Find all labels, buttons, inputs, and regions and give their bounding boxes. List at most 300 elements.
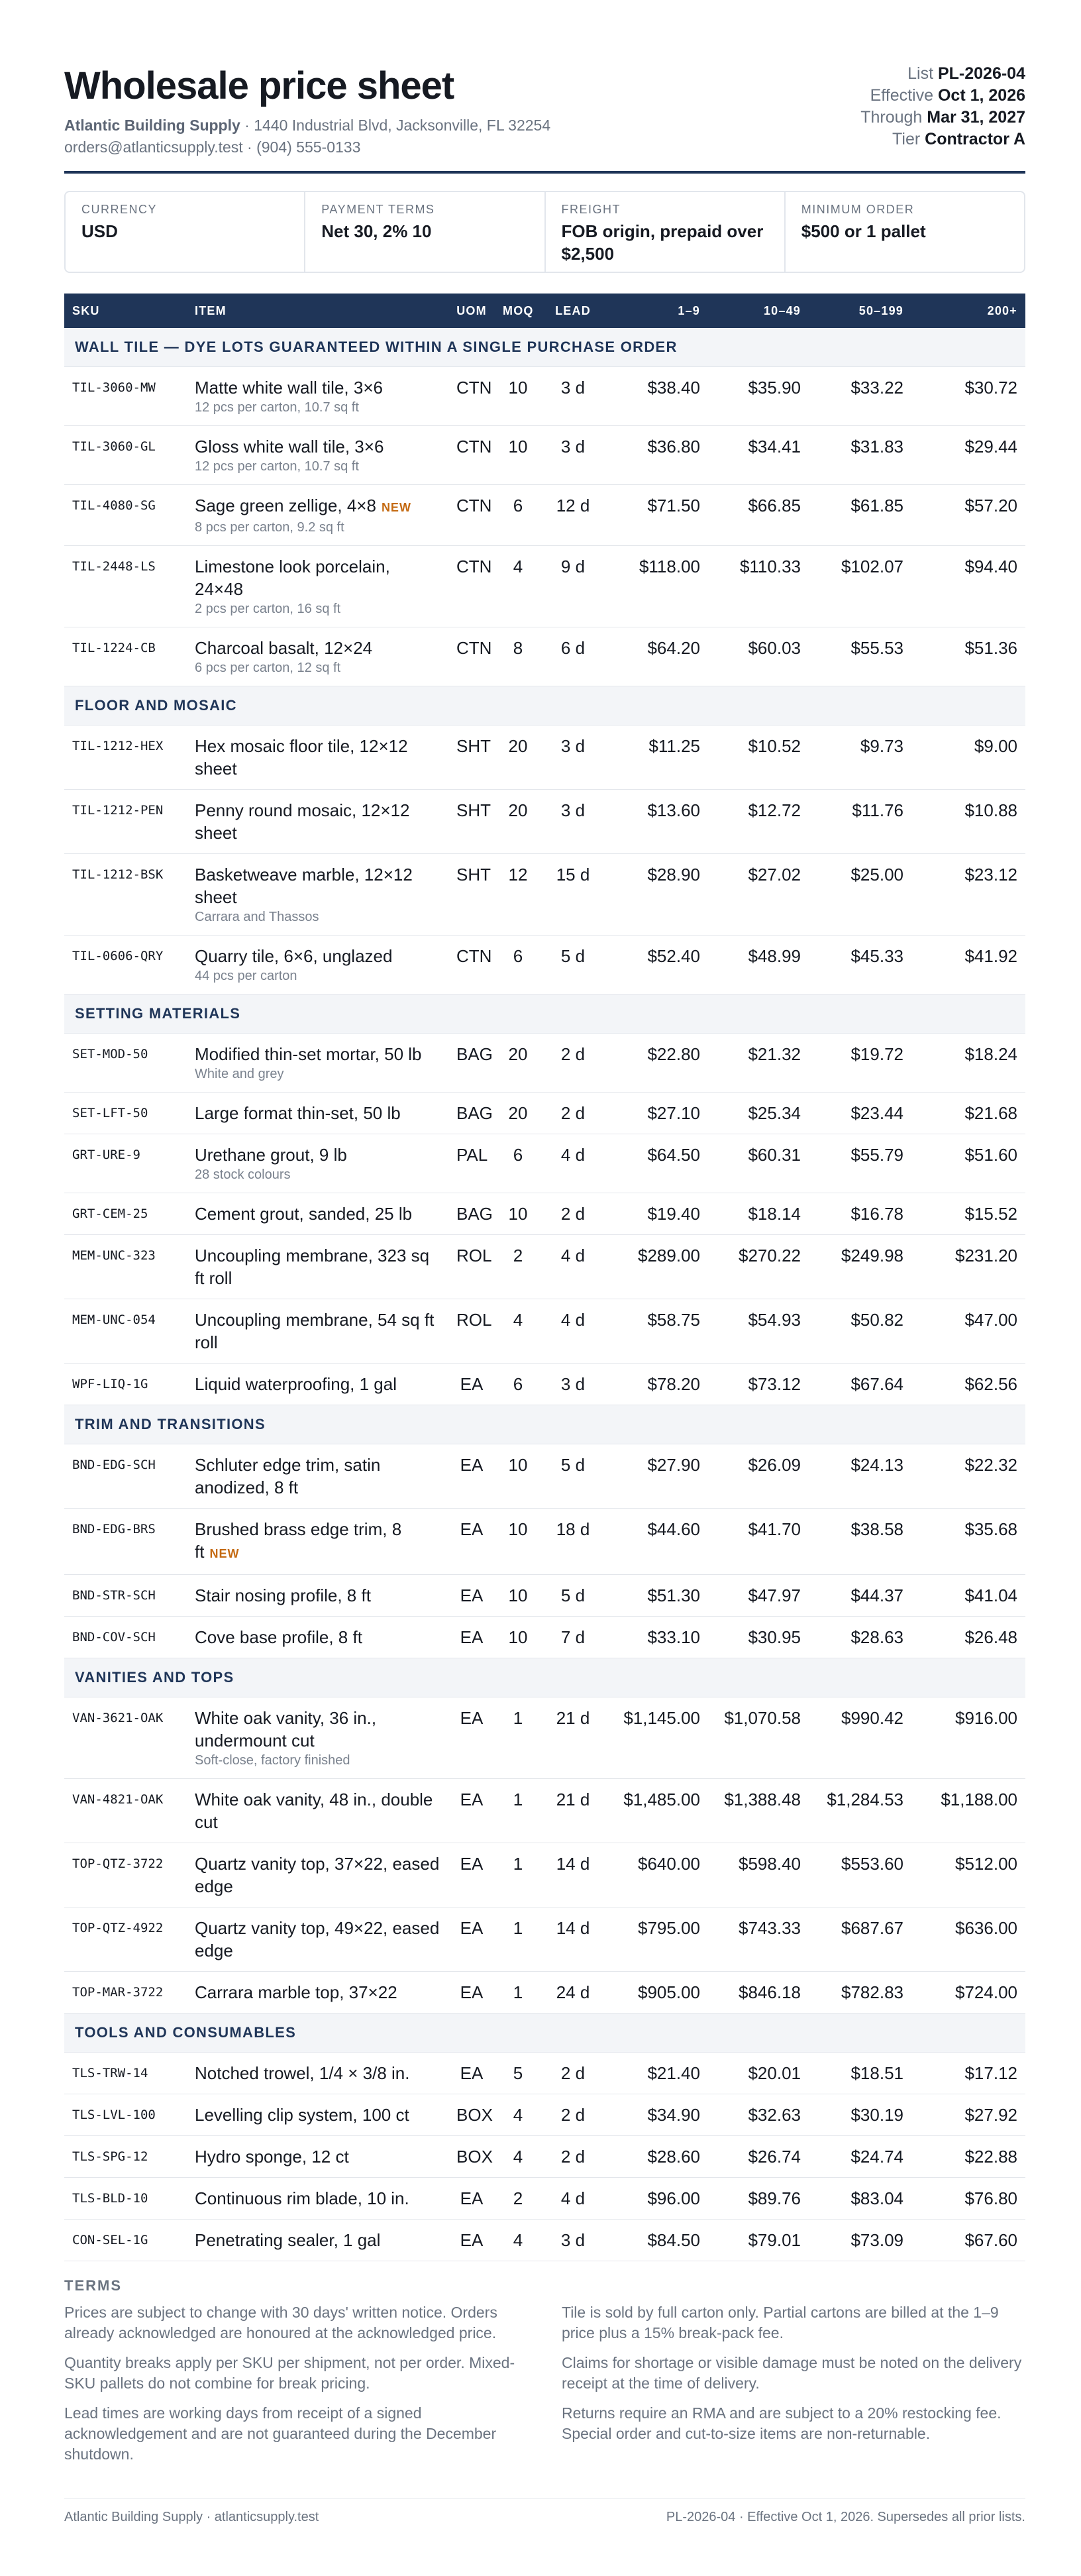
item-detail: 12 pcs per carton, 10.7 sq ft [195, 459, 359, 474]
col-moq: MOQ [495, 294, 541, 328]
moq-cell: 10 [495, 1509, 541, 1575]
table-row [64, 485, 1025, 546]
price-50-199-cell: $687.67 [809, 1907, 911, 1972]
price-50-199-cell: $83.04 [809, 2178, 911, 2220]
section-header-row [64, 994, 1025, 1034]
lead-cell: 14 d [541, 1907, 605, 1972]
price-200-plus-cell: $62.56 [911, 1364, 1025, 1405]
price-50-199-cell: $50.82 [809, 1299, 911, 1364]
price-10-49-cell: $598.40 [708, 1843, 809, 1907]
price-200-plus-cell: $18.24 [911, 1034, 1025, 1093]
sku-cell: VAN-4821-OAK [64, 1779, 187, 1843]
price-10-49-cell: $18.14 [708, 1193, 809, 1235]
moq-cell: 1 [495, 1697, 541, 1779]
item-cell [187, 1907, 448, 1972]
uom-cell: EA [448, 1907, 495, 1972]
table-row [64, 1034, 1025, 1093]
price-50-199-cell: $9.73 [809, 725, 911, 790]
moq-cell: 6 [495, 1134, 541, 1193]
table-row [64, 426, 1025, 485]
moq-cell: 2 [495, 2178, 541, 2220]
item-detail: Soft-close, factory finished [195, 1753, 350, 1768]
sku-cell: BND-STR-SCH [64, 1575, 187, 1617]
price-1-9-cell: $28.90 [605, 854, 708, 936]
item-name: Charcoal basalt, 12×24 [195, 638, 373, 658]
price-1-9-cell: $84.50 [605, 2220, 708, 2261]
price-10-49-cell: $73.12 [708, 1364, 809, 1405]
terms-left-column [64, 2302, 528, 2474]
price-1-9-cell: $19.40 [605, 1193, 708, 1235]
summary-currency: CURRENCY USD [66, 192, 305, 272]
item-cell [187, 1193, 448, 1235]
price-1-9-cell: $27.10 [605, 1093, 708, 1134]
col-price-1-9: 1–9 [605, 294, 708, 328]
table-row [64, 725, 1025, 790]
price-1-9-cell: $52.40 [605, 936, 708, 994]
lead-cell: 3 d [541, 1364, 605, 1405]
uom-cell: EA [448, 1444, 495, 1509]
lead-cell: 5 d [541, 1575, 605, 1617]
moq-cell: 6 [495, 1364, 541, 1405]
sku-cell: TIL-1212-PEN [64, 790, 187, 854]
item-name: Urethane grout, 9 lb [195, 1145, 347, 1165]
price-200-plus-cell: $15.52 [911, 1193, 1025, 1235]
price-1-9-cell: $1,145.00 [605, 1697, 708, 1779]
price-10-49-cell: $35.90 [708, 367, 809, 426]
price-10-49-cell: $66.85 [708, 485, 809, 546]
uom-cell: EA [448, 1364, 495, 1405]
moq-cell: 4 [495, 2220, 541, 2261]
item-name: Schluter edge trim, satin anodized, 8 ft [195, 1455, 381, 1497]
table-row [64, 2178, 1025, 2220]
lead-cell: 6 d [541, 627, 605, 686]
item-name: Uncoupling membrane, 323 sq ft roll [195, 1246, 430, 1288]
item-detail: 8 pcs per carton, 9.2 sq ft [195, 520, 344, 535]
item-cell [187, 854, 448, 936]
item-detail: 28 stock colours [195, 1167, 291, 1182]
lead-cell: 21 d [541, 1779, 605, 1843]
price-200-plus-cell: $67.60 [911, 2220, 1025, 2261]
section-header-row [64, 2013, 1025, 2053]
company-info [64, 115, 550, 159]
price-10-49-cell: $54.93 [708, 1299, 809, 1364]
item-name: Liquid waterproofing, 1 gal [195, 1374, 397, 1394]
summary-minimum-order: MINIMUM ORDER $500 or 1 pallet [801, 203, 926, 241]
lead-cell: 3 d [541, 725, 605, 790]
table-row [64, 1093, 1025, 1134]
table-row [64, 1697, 1025, 1779]
sku-cell: TLS-TRW-14 [64, 2053, 187, 2094]
price-10-49-cell: $270.22 [708, 1235, 809, 1299]
price-50-199-cell: $18.51 [809, 2053, 911, 2094]
moq-cell: 10 [495, 426, 541, 485]
price-10-49-cell: $21.32 [708, 1034, 809, 1093]
moq-cell: 4 [495, 1299, 541, 1364]
price-10-49-cell: $12.72 [708, 790, 809, 854]
item-cell [187, 426, 448, 485]
sku-cell: CON-SEL-1G [64, 2220, 187, 2261]
price-200-plus-cell: $636.00 [911, 1907, 1025, 1972]
item-cell [187, 1972, 448, 2013]
new-badge: NEW [381, 501, 411, 514]
price-1-9-cell: $36.80 [605, 426, 708, 485]
meta-tier: Tier Contractor A [892, 130, 1025, 148]
item-name: Carrara marble top, 37×22 [195, 1982, 397, 2002]
item-name: Modified thin-set mortar, 50 lb [195, 1044, 422, 1064]
item-name: Hydro sponge, 12 ct [195, 2147, 349, 2167]
price-50-199-cell: $28.63 [809, 1617, 911, 1658]
lead-cell: 7 d [541, 1617, 605, 1658]
price-10-49-cell: $89.76 [708, 2178, 809, 2220]
table-row [64, 1843, 1025, 1907]
item-cell [187, 936, 448, 994]
lead-cell: 4 d [541, 1134, 605, 1193]
meta-list: List PL-2026-04 [907, 64, 1025, 83]
uom-cell: EA [448, 2178, 495, 2220]
price-200-plus-cell: $26.48 [911, 1617, 1025, 1658]
price-1-9-cell: $118.00 [605, 546, 708, 627]
price-50-199-cell: $30.19 [809, 2094, 911, 2136]
uom-cell: BOX [448, 2094, 495, 2136]
price-50-199-cell: $67.64 [809, 1364, 911, 1405]
price-10-49-cell: $47.97 [708, 1575, 809, 1617]
uom-cell: BAG [448, 1034, 495, 1093]
table-row [64, 790, 1025, 854]
lead-cell: 2 d [541, 1093, 605, 1134]
terms-heading: TERMS [64, 2277, 122, 2294]
table-row [64, 1299, 1025, 1364]
item-cell [187, 485, 448, 546]
uom-cell: CTN [448, 936, 495, 994]
item-cell [187, 1617, 448, 1658]
moq-cell: 5 [495, 2053, 541, 2094]
uom-cell: CTN [448, 627, 495, 686]
col-price-10-49: 10–49 [708, 294, 809, 328]
sku-cell: TOP-QTZ-3722 [64, 1843, 187, 1907]
item-detail: 6 pcs per carton, 12 sq ft [195, 661, 341, 675]
moq-cell: 1 [495, 1779, 541, 1843]
sku-cell: BND-COV-SCH [64, 1617, 187, 1658]
price-1-9-cell: $64.50 [605, 1134, 708, 1193]
item-detail: 2 pcs per carton, 16 sq ft [195, 602, 341, 616]
price-1-9-cell: $44.60 [605, 1509, 708, 1575]
sku-cell: BND-EDG-SCH [64, 1444, 187, 1509]
item-detail: 12 pcs per carton, 10.7 sq ft [195, 400, 359, 415]
item-name: Matte white wall tile, 3×6 [195, 378, 383, 398]
moq-cell: 10 [495, 1575, 541, 1617]
lead-cell: 3 d [541, 790, 605, 854]
price-200-plus-cell: $10.88 [911, 790, 1025, 854]
item-cell [187, 1779, 448, 1843]
lead-cell: 2 d [541, 2136, 605, 2178]
price-1-9-cell: $78.20 [605, 1364, 708, 1405]
price-10-49-cell: $1,070.58 [708, 1697, 809, 1779]
price-1-9-cell: $58.75 [605, 1299, 708, 1364]
table-row [64, 2136, 1025, 2178]
price-50-199-cell: $44.37 [809, 1575, 911, 1617]
item-name: Quarry tile, 6×6, unglazed [195, 946, 393, 966]
price-50-199-cell: $1,284.53 [809, 1779, 911, 1843]
item-name: Continuous rim blade, 10 in. [195, 2188, 409, 2208]
price-200-plus-cell: $30.72 [911, 367, 1025, 426]
col-price-50-199: 50–199 [809, 294, 911, 328]
item-name: Stair nosing profile, 8 ft [195, 1585, 371, 1605]
lead-cell: 2 d [541, 2094, 605, 2136]
moq-cell: 4 [495, 546, 541, 627]
sku-cell: TIL-1212-HEX [64, 725, 187, 790]
price-10-49-cell: $1,388.48 [708, 1779, 809, 1843]
sku-cell: WPF-LIQ-1G [64, 1364, 187, 1405]
table-row [64, 1235, 1025, 1299]
meta-through: Through Mar 31, 2027 [860, 108, 1025, 127]
section-header-row [64, 328, 1025, 367]
moq-cell: 10 [495, 1193, 541, 1235]
price-50-199-cell: $55.79 [809, 1134, 911, 1193]
col-item: ITEM [187, 294, 448, 328]
table-row [64, 2053, 1025, 2094]
item-name: Uncoupling membrane, 54 sq ft roll [195, 1310, 435, 1352]
uom-cell: CTN [448, 367, 495, 426]
item-name: Levelling clip system, 100 ct [195, 2105, 409, 2125]
lead-cell: 2 d [541, 1034, 605, 1093]
uom-cell: EA [448, 2220, 495, 2261]
price-50-199-cell: $61.85 [809, 485, 911, 546]
uom-cell: ROL [448, 1299, 495, 1364]
moq-cell: 10 [495, 1617, 541, 1658]
moq-cell: 10 [495, 367, 541, 426]
item-name: Limestone look porcelain, 24×48 [195, 557, 390, 599]
price-200-plus-cell: $9.00 [911, 725, 1025, 790]
section-header-row [64, 1405, 1025, 1444]
item-cell [187, 1843, 448, 1907]
price-1-9-cell: $13.60 [605, 790, 708, 854]
uom-cell: BAG [448, 1193, 495, 1235]
company-name: Atlantic Building Supply [64, 117, 240, 134]
price-50-199-cell: $24.13 [809, 1444, 911, 1509]
terms-paragraph: Quantity breaks apply per SKU per shipment, not per order. Mixed-SKU pallets do not combine for break pricing. [64, 2354, 515, 2392]
item-cell [187, 2178, 448, 2220]
price-50-199-cell: $102.07 [809, 546, 911, 627]
price-10-49-cell: $110.33 [708, 546, 809, 627]
summary-freight: FREIGHT FOB origin, prepaid over $2,500 [546, 192, 786, 272]
sku-cell: TIL-3060-MW [64, 367, 187, 426]
item-cell [187, 627, 448, 686]
uom-cell: EA [448, 1617, 495, 1658]
price-200-plus-cell: $22.32 [911, 1444, 1025, 1509]
lead-cell: 4 d [541, 1235, 605, 1299]
terms-paragraph: Returns require an RMA and are subject to a 20% restocking fee. Special order and cut-to-size items are non-returnable. [562, 2404, 1002, 2442]
moq-cell: 2 [495, 1235, 541, 1299]
moq-cell: 4 [495, 2094, 541, 2136]
price-10-49-cell: $20.01 [708, 2053, 809, 2094]
price-10-49-cell: $60.03 [708, 627, 809, 686]
item-name: Hex mosaic floor tile, 12×12 sheet [195, 736, 408, 778]
section-title: WALL TILE — DYE LOTS GUARANTEED WITHIN A SINGLE PURCHASE ORDER [64, 328, 1025, 367]
price-200-plus-cell: $41.92 [911, 936, 1025, 994]
item-name: Quartz vanity top, 37×22, eased edge [195, 1854, 440, 1896]
price-table [64, 294, 1025, 2261]
item-detail: Carrara and Thassos [195, 910, 319, 924]
price-10-49-cell: $10.52 [708, 725, 809, 790]
item-cell [187, 2136, 448, 2178]
page-title: Wholesale price sheet [64, 64, 454, 107]
sku-cell: VAN-3621-OAK [64, 1697, 187, 1779]
table-row [64, 1444, 1025, 1509]
item-cell [187, 1299, 448, 1364]
price-200-plus-cell: $23.12 [911, 854, 1025, 936]
price-200-plus-cell: $17.12 [911, 2053, 1025, 2094]
item-name: Cement grout, sanded, 25 lb [195, 1204, 413, 1224]
item-cell [187, 1364, 448, 1405]
price-200-plus-cell: $41.04 [911, 1575, 1025, 1617]
table-row [64, 1575, 1025, 1617]
item-cell [187, 1575, 448, 1617]
item-detail: 44 pcs per carton [195, 969, 297, 983]
section-header-row [64, 1658, 1025, 1697]
moq-cell: 12 [495, 854, 541, 936]
terms-paragraph: Lead times are working days from receipt of a signed acknowledgement and are not guaranteed during the December shutdown. [64, 2404, 497, 2463]
item-cell [187, 1509, 448, 1575]
sku-cell: TOP-MAR-3722 [64, 1972, 187, 2013]
summary-payment-terms: PAYMENT TERMS Net 30, 2% 10 [305, 192, 545, 272]
lead-cell: 4 d [541, 2178, 605, 2220]
price-200-plus-cell: $21.68 [911, 1093, 1025, 1134]
table-row [64, 627, 1025, 686]
moq-cell: 10 [495, 1444, 541, 1509]
sku-cell: GRT-URE-9 [64, 1134, 187, 1193]
item-name: Penny round mosaic, 12×12 sheet [195, 800, 410, 843]
uom-cell: BOX [448, 2136, 495, 2178]
terms-paragraph: Prices are subject to change with 30 days' written notice. Orders already acknowledged are honoured at the acknowledged price. [64, 2304, 497, 2341]
item-cell [187, 546, 448, 627]
moq-cell: 20 [495, 1093, 541, 1134]
moq-cell: 1 [495, 1972, 541, 2013]
price-1-9-cell: $905.00 [605, 1972, 708, 2013]
price-10-49-cell: $79.01 [708, 2220, 809, 2261]
item-cell [187, 1235, 448, 1299]
price-200-plus-cell: $57.20 [911, 485, 1025, 546]
table-row [64, 1907, 1025, 1972]
moq-cell: 20 [495, 1034, 541, 1093]
price-50-199-cell: $33.22 [809, 367, 911, 426]
price-200-plus-cell: $76.80 [911, 2178, 1025, 2220]
price-50-199-cell: $19.72 [809, 1034, 911, 1093]
price-200-plus-cell: $94.40 [911, 546, 1025, 627]
sku-cell: TIL-0606-QRY [64, 936, 187, 994]
price-1-9-cell: $1,485.00 [605, 1779, 708, 1843]
price-50-199-cell: $25.00 [809, 854, 911, 936]
lead-cell: 12 d [541, 485, 605, 546]
list-meta [860, 63, 1025, 150]
item-cell [187, 725, 448, 790]
section-title: TRIM AND TRANSITIONS [64, 1405, 1025, 1444]
item-cell [187, 1444, 448, 1509]
price-10-49-cell: $26.09 [708, 1444, 809, 1509]
col-sku: SKU [64, 294, 187, 328]
price-200-plus-cell: $1,188.00 [911, 1779, 1025, 1843]
lead-cell: 5 d [541, 1444, 605, 1509]
item-name: Basketweave marble, 12×12 sheet [195, 865, 413, 907]
sku-cell: TIL-3060-GL [64, 426, 187, 485]
col-uom: UOM [448, 294, 495, 328]
price-10-49-cell: $34.41 [708, 426, 809, 485]
sku-cell: MEM-UNC-323 [64, 1235, 187, 1299]
uom-cell: SHT [448, 790, 495, 854]
sku-cell: TOP-QTZ-4922 [64, 1907, 187, 1972]
uom-cell: EA [448, 1509, 495, 1575]
price-50-199-cell: $782.83 [809, 1972, 911, 2013]
uom-cell: CTN [448, 485, 495, 546]
uom-cell: PAL [448, 1134, 495, 1193]
uom-cell: ROL [448, 1235, 495, 1299]
sku-cell: TLS-BLD-10 [64, 2178, 187, 2220]
uom-cell: EA [448, 1697, 495, 1779]
price-50-199-cell: $38.58 [809, 1509, 911, 1575]
lead-cell: 21 d [541, 1697, 605, 1779]
price-1-9-cell: $21.40 [605, 2053, 708, 2094]
lead-cell: 5 d [541, 936, 605, 994]
sku-cell: TLS-LVL-100 [64, 2094, 187, 2136]
sku-cell: BND-EDG-BRS [64, 1509, 187, 1575]
lead-cell: 3 d [541, 367, 605, 426]
moq-cell: 8 [495, 627, 541, 686]
moq-cell: 1 [495, 1907, 541, 1972]
price-50-199-cell: $73.09 [809, 2220, 911, 2261]
item-name: Cove base profile, 8 ft [195, 1627, 362, 1647]
price-200-plus-cell: $51.36 [911, 627, 1025, 686]
item-name: Brushed brass edge trim, 8 ft [195, 1519, 402, 1562]
sku-cell: GRT-CEM-25 [64, 1193, 187, 1235]
price-10-49-cell: $26.74 [708, 2136, 809, 2178]
price-200-plus-cell: $22.88 [911, 2136, 1025, 2178]
price-50-199-cell: $553.60 [809, 1843, 911, 1907]
price-200-plus-cell: $724.00 [911, 1972, 1025, 2013]
price-1-9-cell: $11.25 [605, 725, 708, 790]
company-contact: orders@atlanticsupply.test · (904) 555-0133 [64, 138, 361, 156]
uom-cell: EA [448, 1779, 495, 1843]
price-10-49-cell: $846.18 [708, 1972, 809, 2013]
sku-cell: SET-LFT-50 [64, 1093, 187, 1134]
terms-paragraph: Tile is sold by full carton only. Partial cartons are billed at the 1–9 price plus a 15% break-pack fee. [562, 2304, 999, 2341]
item-detail: White and grey [195, 1067, 284, 1081]
footer-list-note: PL-2026-04 · Effective Oct 1, 2026. Supersedes all prior lists. [666, 2510, 1025, 2524]
moq-cell: 1 [495, 1843, 541, 1907]
item-name: Gloss white wall tile, 3×6 [195, 437, 384, 456]
document-header [64, 63, 1025, 174]
price-50-199-cell: $55.53 [809, 627, 911, 686]
item-cell [187, 2220, 448, 2261]
table-row [64, 936, 1025, 994]
sku-cell: SET-MOD-50 [64, 1034, 187, 1093]
price-200-plus-cell: $51.60 [911, 1134, 1025, 1193]
price-10-49-cell: $30.95 [708, 1617, 809, 1658]
price-1-9-cell: $71.50 [605, 485, 708, 546]
price-200-plus-cell: $29.44 [911, 426, 1025, 485]
table-row [64, 1193, 1025, 1235]
item-name: White oak vanity, 48 in., double cut [195, 1790, 433, 1832]
item-cell [187, 1134, 448, 1193]
section-header-row [64, 686, 1025, 725]
price-1-9-cell: $38.40 [605, 367, 708, 426]
uom-cell: CTN [448, 426, 495, 485]
price-10-49-cell: $60.31 [708, 1134, 809, 1193]
uom-cell: SHT [448, 854, 495, 936]
uom-cell: EA [448, 2053, 495, 2094]
price-1-9-cell: $33.10 [605, 1617, 708, 1658]
price-50-199-cell: $45.33 [809, 936, 911, 994]
table-row [64, 1779, 1025, 1843]
section-title: TOOLS AND CONSUMABLES [64, 2013, 1025, 2053]
